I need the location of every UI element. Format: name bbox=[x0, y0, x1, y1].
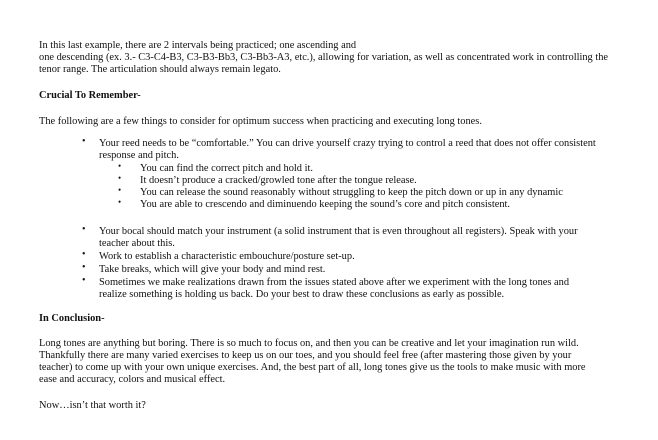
reed-line-2: response and pitch. bbox=[99, 150, 179, 161]
reed-subitem-4: You are able to crescendo and diminuendo keeping the sound’s core and pitch consistent. bbox=[140, 199, 511, 210]
intro-line-3: tenor range. The articulation should always remain legato. bbox=[39, 64, 281, 75]
bullet-glyph: • bbox=[82, 224, 86, 235]
bocal-line-1: Your bocal should match your instrument (a solid instrument that is even throughout all registers). Speak with your bbox=[99, 226, 578, 237]
reed-subitem-1: You can find the correct pitch and hold it. bbox=[140, 163, 313, 174]
crucial-intro: The following are a few things to consider for optimum success when practicing and executing long tones. bbox=[39, 116, 482, 127]
realizations-line-2: realize something is holding us back. Do your best to draw these conclusions as early as possible. bbox=[99, 289, 505, 300]
conclusion-heading: In Conclusion- bbox=[39, 313, 105, 324]
embouchure-item: Work to establish a characteristic embouchure/posture set-up. bbox=[99, 251, 355, 262]
realizations-line-1: Sometimes we make realizations drawn from the issues stated above after we experiment with the long tones and bbox=[99, 277, 570, 288]
sub-bullet-glyph: • bbox=[118, 161, 122, 171]
conclusion-line-3: teacher) to come up with your own unique exercises. And, the best part of all, long tones give us the tools to make music with more bbox=[39, 362, 586, 373]
sub-bullet-glyph: • bbox=[118, 197, 122, 207]
bullet-glyph: • bbox=[82, 136, 86, 147]
breaks-item: Take breaks, which will give your body and mind rest. bbox=[99, 264, 326, 275]
closing-line: Now…isn’t that worth it? bbox=[39, 400, 146, 411]
conclusion-line-1: Long tones are anything but boring. There is so much to focus on, and then you can be creative and let your imagination run wild. bbox=[39, 338, 579, 349]
bullet-glyph: • bbox=[82, 249, 86, 260]
bocal-line-2: teacher about this. bbox=[99, 238, 175, 249]
conclusion-line-2: Thankfully there are many varied exercises to keep us on our toes, and you should feel free (after mastering those given by your bbox=[39, 350, 572, 361]
reed-line-1: Your reed needs to be “comfortable.” You can drive yourself crazy trying to control a reed that does not offer consistent bbox=[99, 138, 596, 149]
conclusion-line-4: ease and accuracy, colors and musical effect. bbox=[39, 374, 226, 385]
bullet-glyph: • bbox=[82, 262, 86, 273]
crucial-heading: Crucial To Remember- bbox=[39, 90, 141, 101]
intro-line-2: one descending (ex. 3.- C3-C4-B3, C3-B3-Bb3, C3-Bb3-A3, etc.), allowing for variation, as well as concentrated work in controlling the bbox=[39, 52, 609, 63]
sub-bullet-glyph: • bbox=[118, 173, 122, 183]
reed-subitem-2: It doesn’t produce a cracked/growled tone after the tongue release. bbox=[140, 175, 417, 186]
sub-bullet-glyph: • bbox=[118, 185, 122, 195]
reed-subitem-3: You can release the sound reasonably without struggling to keep the pitch down or up in any dynamic bbox=[140, 187, 563, 198]
bullet-glyph: • bbox=[82, 275, 86, 286]
intro-line-1: In this last example, there are 2 intervals being practiced; one ascending and bbox=[39, 40, 357, 51]
